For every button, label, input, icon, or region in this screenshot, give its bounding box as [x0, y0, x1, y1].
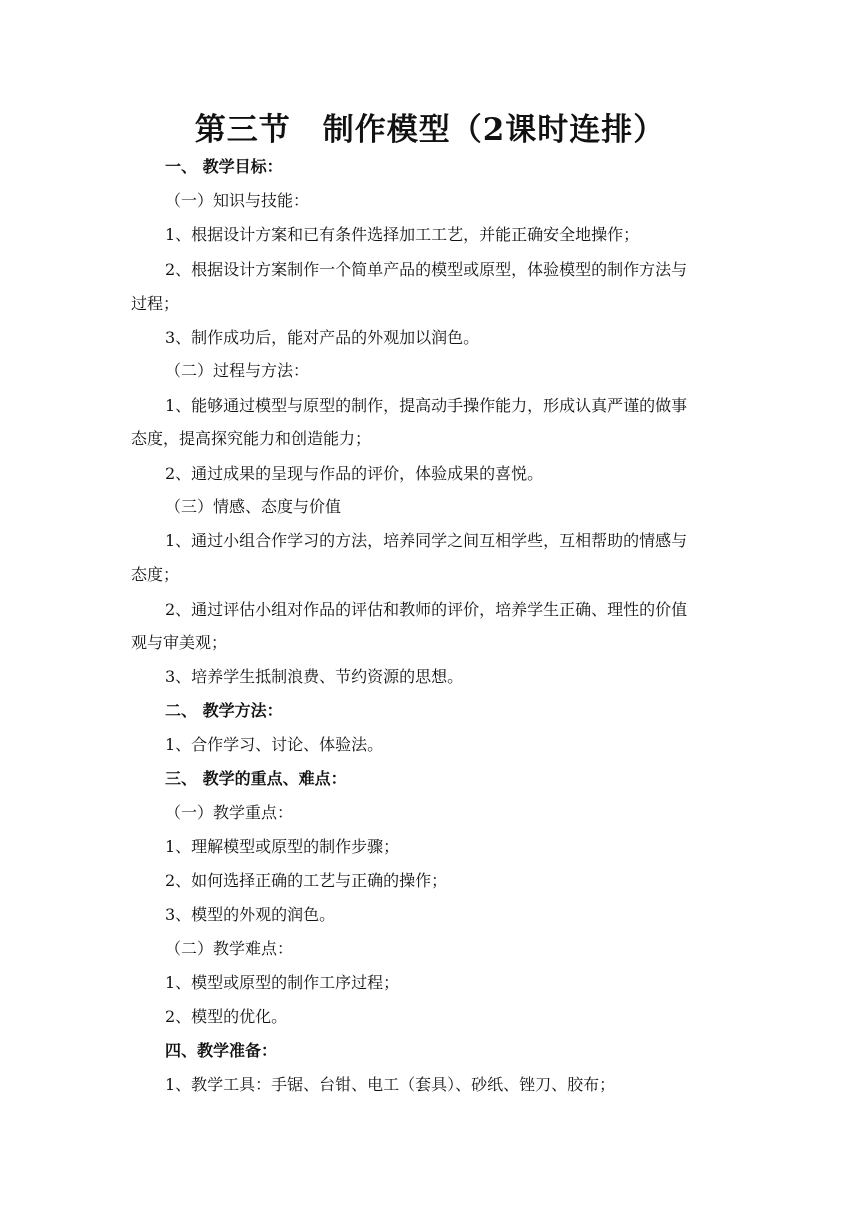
subheading-knowledge-skills: （一）知识与技能：: [165, 191, 310, 210]
section-heading-methods: 二、 教学方法：: [165, 701, 283, 720]
paragraph-line: 2、如何选择正确的工艺与正确的操作；: [165, 871, 448, 890]
subheading-difficulties: （二）教学难点：: [165, 939, 294, 958]
paragraph-line: 过程；: [131, 294, 180, 313]
paragraph-line: 3、模型的外观的润色。: [165, 905, 336, 924]
paragraph-line: 1、模型或原型的制作工序过程；: [165, 973, 400, 992]
paragraph-line: 2、根据设计方案制作一个简单产品的模型或原型，体验模型的制作方法与: [165, 260, 688, 279]
paragraph-line: 1、能够通过模型与原型的制作，提高动手操作能力，形成认真严谨的做事: [165, 396, 688, 415]
paragraph-line: 3、培养学生抵制浪费、节约资源的思想。: [165, 667, 464, 686]
section-heading-objectives: 一、 教学目标：: [165, 157, 283, 176]
document-title: 第三节 制作模型（2课时连排）: [194, 112, 666, 148]
paragraph-line: 1、合作学习、讨论、体验法。: [165, 735, 384, 754]
paragraph-line: 1、教学工具：手锯、台钳、电工（套具）、砂纸、锉刀、胶布；: [165, 1075, 616, 1094]
paragraph-line: 态度，提高探究能力和创造能力；: [131, 429, 372, 448]
paragraph-line: 2、通过成果的呈现与作品的评价，体验成果的喜悦。: [165, 464, 544, 483]
subheading-key-points: （一）教学重点：: [165, 803, 294, 822]
paragraph-line: 观与审美观；: [131, 633, 228, 652]
paragraph-line: 2、通过评估小组对作品的评估和教师的评价，培养学生正确、理性的价值: [165, 600, 688, 619]
section-heading-preparation: 四、教学准备：: [165, 1041, 278, 1060]
paragraph-line: 1、根据设计方案和已有条件选择加工工艺，并能正确安全地操作；: [165, 225, 640, 244]
paragraph-line: 1、通过小组合作学习的方法，培养同学之间互相学些，互相帮助的情感与: [165, 531, 688, 550]
paragraph-line: 态度；: [131, 565, 180, 584]
subheading-emotion-values: （三）情感、态度与价值: [165, 497, 342, 516]
paragraph-line: 1、理解模型或原型的制作步骤；: [165, 837, 400, 856]
section-heading-key-points: 三、 教学的重点、难点：: [165, 769, 347, 788]
paragraph-line: 2、模型的优化。: [165, 1007, 288, 1026]
subheading-process-methods: （二）过程与方法：: [165, 361, 310, 380]
paragraph-line: 3、制作成功后，能对产品的外观加以润色。: [165, 328, 480, 347]
